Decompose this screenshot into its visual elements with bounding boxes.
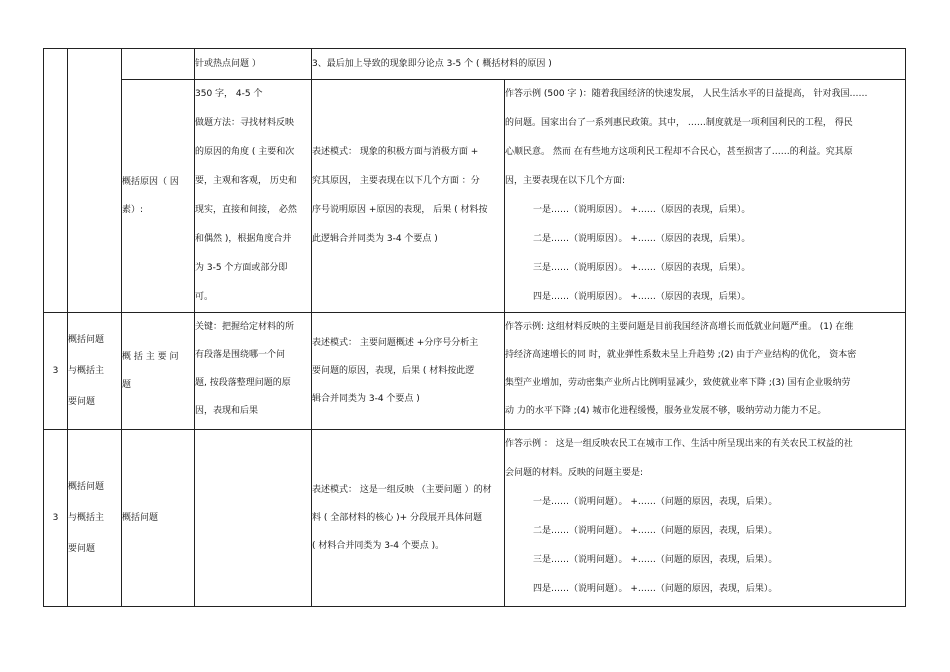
category-line: 概括问题 [68,481,105,492]
pattern-line: 辑合并同类为 3-4 个要点 ) [312,394,420,404]
example-item: 四是……（说明原因）。 +……（原因的表现，后果）。 [533,292,751,302]
example-line: 作答示例: 这组材料反映的主要问题是目前我国经济高增长而低就业问题严重。 (1) 在维 [505,322,854,332]
category-line: 与概括主 [68,512,105,523]
category-line: 要问题 [68,396,96,407]
method-line: 为 3-5 个方面或部分即 [195,263,288,273]
method-line: 因，表现和后果 [195,406,259,416]
row-label: 概括问题 [122,513,159,523]
table-row [44,313,906,430]
pattern-line: 究其原因， 主要表现在以下几个方面 ：分 [312,176,480,186]
example-line: 心顺民意。 然而 在有些地方这项利民工程却不合民心，甚至损害了……的利益。究其原 [505,147,853,157]
method-line: 要，主观和客观， 历史和 [195,176,297,186]
row-label: 题 [122,380,132,390]
example-line: 作答示例 (500 字 )：随着我国经济的快速发展， 人民生活水平的日益提高， 针对我国…… [505,89,868,99]
example-item: 三是……（说明问题）。 +……（问题的原因，表现，后果）。 [533,555,778,565]
example-item: 四是……（说明问题）。 +……（问题的原因，表现，后果）。 [533,584,778,594]
example-line: 动 力的水平下降 ;(4) 城市化进程缓慢，服务业发展不够，吸纳劳动力能力不足。 [505,406,827,416]
example-cell [505,430,906,607]
category-cell [68,49,122,313]
method-cell [195,430,312,607]
label-cell [122,80,195,313]
pattern-line: 表述模式： 现象的积极方面与消极方面 + [312,147,479,157]
label-cell [122,49,195,80]
method-text: 针或热点问题 ） [195,59,261,69]
label-cell [122,430,195,607]
method-table [43,48,906,607]
example-item: 一是……（说明问题）。 +……（问题的原因，表现，后果）。 [533,497,778,507]
example-item: 三是……（说明原因）。 +……（原因的表现，后果）。 [533,263,751,273]
example-line: 的问题。国家出台了一系列惠民政策。其中， ……制度就是一项利国利民的工程， 得民 [505,118,853,128]
pattern-line: 料 ( 全部材料的核心 )+ 分段展开具体问题 [312,513,483,523]
method-cell [195,313,312,430]
pattern-line: 表述模式： 主要问题概述 +分序号分析主 [312,338,479,348]
example-cell [505,313,906,430]
row-number: 3 [52,366,59,376]
pattern-line: 此逻辑合并同类为 3-4 个要点 ) [312,234,438,244]
pattern-cell [312,430,505,607]
category-line: 概括问题 [68,334,105,345]
method-cell [195,80,312,313]
category-line: 与概括主 [68,365,105,376]
row-label: 概 括 主 要 问 [122,352,179,362]
table-row [44,49,906,80]
table-row [44,430,906,607]
pattern-line: 要问题的原因，表现，后果 ( 材料按此逻 [312,366,475,376]
example-line: 作答示例 ： 这是一组反映农民工在城市工作、生活中所呈现出来的有关农民工权益的社 [505,439,853,449]
pattern-cell [312,49,906,80]
method-cell [195,49,312,80]
example-cell [505,80,906,313]
pattern-cell [312,313,505,430]
pattern-line: 表述模式： 这是一组反映 （主要问题 ）的材 [312,485,492,495]
pattern-cell [312,80,505,313]
pattern-line: ( 材料合并同类为 3-4 个要点 )。 [312,541,445,551]
method-line: 现实，直接和间接， 必然 [195,205,297,215]
example-item: 二是……（说明原因）。 +……（原因的表现，后果）。 [533,234,751,244]
category-cell [68,430,122,607]
number-cell [44,49,68,313]
row-label: 概括原因（ 因 [122,177,179,187]
method-line: 题, 按段落整理问题的原 [195,378,291,388]
method-line: 350 字， 4-5 个 [195,89,263,99]
example-item: 一是……（说明原因）。 +……（原因的表现，后果）。 [533,205,751,215]
method-line: 有段落是围绕哪一个问 [195,350,286,360]
example-line: 会问题的材料。反映的问题主要是: [505,468,644,478]
method-line: 的原因的角度 ( 主要和次 [195,147,295,157]
example-line: 集型产业增加，劳动密集产业所占比例明显减少，致使就业率下降 ;(3) 国有企业吸纳劳 [505,378,851,388]
pattern-text: 3、最后加上导致的现象即分论点 3-5 个 ( 概括材料的原因 ) [312,59,552,69]
number-cell [44,430,68,607]
method-line: 可。 [195,292,214,302]
example-line: 因，主要表现在以下几个方面: [505,176,626,186]
row-number: 3 [52,513,59,523]
method-line: 和偶然 )，根据角度合并 [195,234,292,244]
method-line: 关键：把握给定材料的所 [195,322,295,332]
category-cell [68,313,122,430]
example-line: 持经济高速增长的同 时，就业弹性系数未呈上升趋势 ;(2) 由于产业结构的优化， 资本密 [505,350,857,360]
example-item: 二是……（说明问题）。 +……（问题的原因，表现，后果）。 [533,526,778,536]
pattern-line: 序号说明原因 +原因的表现， 后果 ( 材料按 [312,205,488,215]
method-line: 做题方法：寻找材料反映 [195,118,295,128]
number-cell [44,313,68,430]
label-cell [122,313,195,430]
category-line: 要问题 [68,543,96,554]
table-row [44,80,906,313]
row-label: 素）: [122,205,144,215]
